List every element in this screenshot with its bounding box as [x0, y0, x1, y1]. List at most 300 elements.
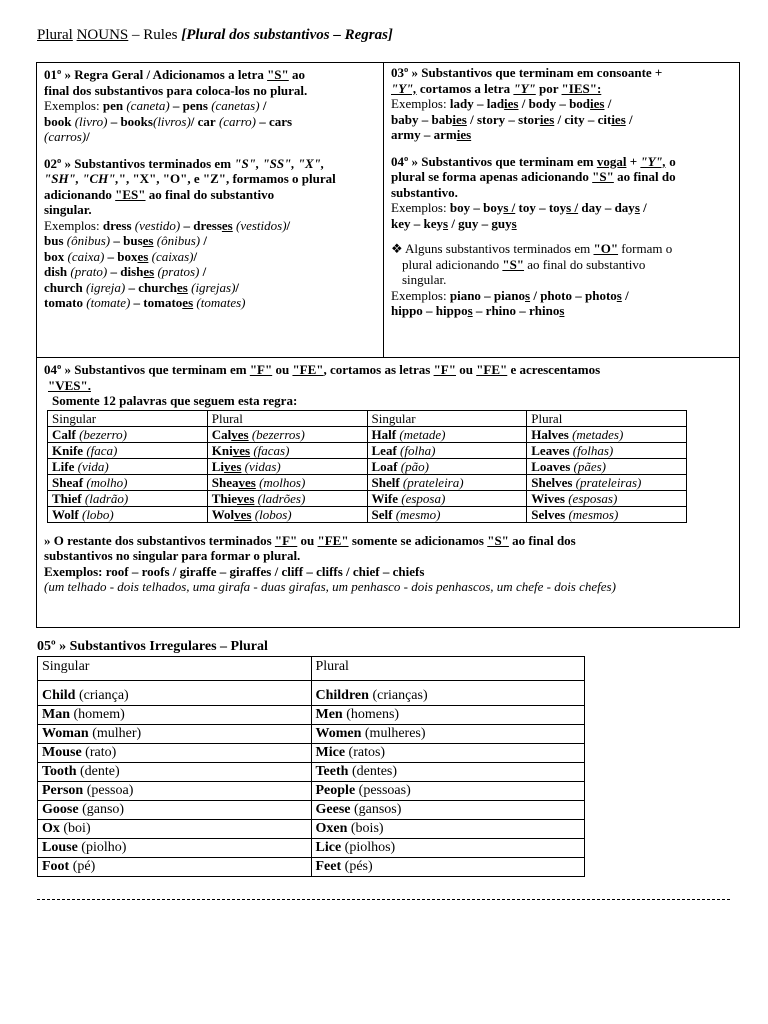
cell-translation: (molhos) [259, 474, 306, 490]
cell-translation: (gansos) [353, 802, 402, 817]
cell-translation: (pessoa) [86, 783, 134, 798]
cell-translation: (rato) [85, 745, 117, 760]
example-suffix: ies [590, 96, 605, 111]
cell-word: Louse [42, 840, 78, 855]
rule-4-text: o [669, 153, 676, 169]
example-word: / city – cit [557, 111, 612, 127]
rules-left-cell [44, 67, 377, 311]
cell-translation: (mulheres) [364, 726, 426, 741]
note-o [391, 241, 737, 319]
rule-2-endings: "S", "SS", "X", [234, 155, 325, 171]
cell-word: Feet [315, 859, 342, 874]
table-cell [311, 801, 585, 820]
table-cell [207, 426, 367, 442]
table-header: Singular [48, 410, 208, 426]
quote-s: "S" [487, 532, 509, 548]
title-word-rules: – Rules [132, 27, 178, 43]
cell-translation: (piolhos) [344, 840, 396, 855]
table-cell [38, 858, 312, 877]
note-text-2: formam o [621, 241, 673, 256]
rule-2-example-row [44, 249, 377, 265]
cell-translation: (metades) [572, 426, 624, 442]
cell-word: Wolf [52, 506, 79, 522]
cell-translation: (lobo) [81, 506, 114, 522]
example-translation: (carro) [218, 113, 257, 129]
example-word: – bus [113, 233, 143, 248]
example-translation: (caixa) [67, 248, 105, 264]
cell-word: Loaf [371, 458, 398, 474]
table-cell [527, 506, 687, 522]
cell-word: Knife [52, 442, 84, 458]
cell-word: Life [52, 458, 75, 474]
example-word: piano – piano [449, 287, 526, 303]
rule-3 [391, 65, 737, 143]
table-cell [367, 506, 527, 522]
table-cell [311, 763, 585, 782]
table-cell [311, 858, 585, 877]
separator: / [643, 200, 647, 215]
example-word: tomato [44, 295, 83, 310]
irregular-table [37, 656, 585, 877]
cell-translation: (metade) [399, 426, 446, 442]
cell-word: Sheaf [52, 474, 84, 490]
rest-text-3: ao final dos [512, 532, 576, 548]
or-word: ou [300, 532, 315, 548]
cell-word: Oxen [315, 821, 348, 836]
separator: / [629, 111, 633, 127]
table-row [38, 801, 585, 820]
cell-word: Person [42, 783, 84, 798]
rule-3-examples-2 [391, 112, 737, 128]
example-suffix: es [177, 279, 188, 295]
cell-word: Calf [52, 426, 76, 442]
cell-translation: (boi) [63, 821, 91, 836]
example-suffix: s [467, 303, 473, 318]
column-divider [383, 63, 384, 357]
rule-f-heading: 04º » Substantivos que terminam em [44, 362, 247, 377]
separator: / [262, 98, 267, 113]
rule-2-heading: 02º » Substantivos terminados em [44, 155, 232, 171]
cell-translation: (ladrão) [84, 490, 129, 506]
table-cell [311, 744, 585, 763]
cell-translation: (dentes) [351, 764, 398, 779]
separator: / [286, 217, 291, 233]
cell-word: Leaves [531, 442, 570, 458]
table-row [38, 763, 585, 782]
rule-2-text-3: singular. [44, 202, 92, 217]
quote-s: "S" [592, 169, 614, 184]
table-header-row [38, 657, 585, 681]
examples-label: Exemplos: [44, 98, 100, 113]
example-translation: (livros) [152, 113, 191, 129]
quote-s: "S" [502, 256, 525, 272]
cell-translation: (homem) [73, 707, 125, 722]
cell-translation: (folhas) [572, 442, 614, 458]
cell-suffix: ves [238, 474, 256, 490]
table-cell [311, 681, 585, 706]
example-suffix: ies [456, 127, 472, 142]
rules-right-cell [391, 65, 737, 319]
example-word: hippo – hippo [391, 303, 468, 318]
rule-2-example-row [44, 264, 377, 280]
table-cell [207, 474, 367, 490]
vogal-word: vogal [596, 153, 627, 169]
example-word: dress [102, 217, 132, 233]
page-title [37, 26, 393, 44]
table-cell [48, 458, 208, 474]
table-cell [311, 706, 585, 725]
example-word: boy – boy [449, 200, 504, 215]
table-cell [527, 442, 687, 458]
quote-f: "F" [433, 362, 456, 377]
example-translation: (caneta) [126, 98, 170, 113]
f-plural-table [47, 410, 687, 523]
example-word: – box [107, 248, 138, 264]
cell-word: Shea [211, 474, 239, 490]
table-cell [38, 801, 312, 820]
cell-word: Loaves [531, 458, 571, 474]
table-cell [207, 458, 367, 474]
example-word: – cars [259, 113, 293, 129]
rule-4 [391, 154, 737, 232]
table-row [38, 681, 585, 706]
separator: / [86, 129, 90, 144]
rule-1-heading: 01º » Regra Geral / Adicionamos a letra [44, 67, 264, 82]
table-header: Singular [367, 410, 527, 426]
cell-word: Shelf [371, 474, 400, 490]
quote-ves: "VES". [48, 377, 91, 393]
title-word-nouns: NOUNS [76, 27, 129, 43]
table-cell [48, 442, 208, 458]
row-divider [37, 357, 739, 358]
rule-f-text-2: e acrescentamos [510, 362, 601, 377]
table-row [38, 706, 585, 725]
example-translation: (canetas) [211, 98, 260, 113]
rule-4-text-3: ao final do [617, 169, 676, 184]
cell-word: Cal [211, 426, 232, 442]
example-word: toy – toy [518, 200, 567, 215]
example-word: – rhino – rhino [475, 303, 560, 318]
example-translation: (pratos) [157, 264, 200, 279]
example-suffix: s [634, 200, 640, 215]
quote-f: "F" [274, 532, 298, 548]
cell-translation: (pão) [400, 458, 429, 474]
rule-4-examples [391, 200, 737, 216]
table-cell [311, 782, 585, 801]
table-cell [367, 490, 527, 506]
cell-word: Teeth [315, 764, 349, 779]
table-cell [527, 474, 687, 490]
table-row [38, 820, 585, 839]
separator: / [235, 279, 240, 295]
example-word: – tomato [133, 295, 183, 310]
example-word: pen [102, 98, 124, 113]
table-cell [38, 744, 312, 763]
examples-label: Exemplos: [391, 287, 447, 303]
rule-4-text-2: plural se forma apenas adicionando [391, 169, 589, 184]
rule-2-text: adicionando [44, 186, 112, 202]
table-row [48, 426, 687, 442]
table-cell [48, 506, 208, 522]
cell-word: Selves [531, 506, 566, 522]
example-translation: (igrejas) [191, 279, 236, 295]
separator: / [203, 233, 207, 248]
separator: / [202, 264, 207, 279]
example-translation: (carros) [44, 129, 87, 144]
separator: / [193, 248, 198, 264]
rule-2-endings-2: "SH", "CH", [44, 171, 119, 186]
cell-suffix: ves [232, 442, 251, 458]
example-translation: (tomate) [86, 295, 131, 310]
quote-o: "O" [593, 241, 619, 256]
quote-ies: "IES": [561, 80, 602, 96]
rest-translations: (um telhado - dois telhados, uma girafa - duas girafas, um penhasco - dois penhascos, um chefe - dois chefes) [44, 579, 616, 594]
note-text-4: ao final do substantivo [527, 256, 646, 272]
example-word: dish [44, 264, 68, 279]
rest-text: » O restante dos substantivos terminados [44, 532, 272, 548]
table-header: Plural [207, 410, 367, 426]
example-word: – pens [172, 98, 208, 113]
rule-2-example-row [44, 295, 377, 311]
plus-sign: + [629, 153, 638, 169]
example-suffix: es [143, 264, 155, 279]
example-suffix: es [221, 217, 233, 233]
table-cell [527, 426, 687, 442]
cell-translation: (dente) [80, 764, 120, 779]
rule-3-examples [391, 96, 737, 112]
table-cell [38, 681, 312, 706]
table-row [48, 490, 687, 506]
example-word: army – arm [391, 127, 457, 142]
cell-word: Wives [531, 490, 565, 506]
cell-translation: (faca) [86, 442, 118, 458]
table-cell [38, 820, 312, 839]
cell-word: Children [315, 688, 369, 703]
cell-translation: (folha) [400, 442, 436, 458]
table-cell [367, 442, 527, 458]
cell-word: Wife [371, 490, 398, 506]
table-row [48, 474, 687, 490]
rule-4-examples-2 [391, 216, 737, 232]
example-suffix: s [559, 303, 565, 318]
table-cell [38, 839, 312, 858]
dashed-divider [37, 899, 730, 900]
rule-f-subheading: Somente 12 palavras que seguem esta regra: [52, 393, 298, 408]
cell-translation: (ganso) [82, 802, 125, 817]
cell-translation: (prateleiras) [575, 474, 642, 490]
cell-word: Leaf [371, 442, 397, 458]
table-header: Singular [38, 657, 312, 681]
table-row [38, 725, 585, 744]
example-word: day – day [581, 200, 635, 215]
example-word: book [44, 113, 72, 129]
cell-translation: (esposa) [401, 490, 446, 506]
table-row [38, 782, 585, 801]
cell-word: Child [42, 688, 76, 703]
table-row [48, 458, 687, 474]
or-word: ou [459, 362, 473, 377]
example-translation: (vestido) [134, 217, 181, 233]
cell-suffix: ves [224, 458, 242, 474]
table-header: Plural [527, 410, 687, 426]
quote-f: "F" [249, 362, 273, 377]
rule-f-text: , cortamos as letras [323, 362, 431, 377]
quote-fe: "FE" [292, 362, 324, 377]
table-row [38, 858, 585, 877]
cell-translation: (pé) [72, 859, 96, 874]
cell-word: Ox [42, 821, 60, 836]
rule-2-endings-3: ", "X", "O", e "Z", formamos o plural [118, 171, 336, 186]
cell-word: Geese [315, 802, 351, 817]
example-suffix: es [142, 233, 154, 248]
example-suffix: s [525, 287, 531, 303]
rest-text-4: substantivos no singular para formar o plural. [44, 548, 301, 563]
table-cell [207, 442, 367, 458]
cell-translation: (bezerros) [251, 426, 305, 442]
cell-word: People [315, 783, 356, 798]
examples-label: Exemplos: [391, 96, 447, 111]
note-examples [391, 288, 737, 304]
cell-translation: (piolho) [81, 840, 127, 855]
quote-fe: "FE" [476, 362, 508, 377]
irregular-heading: 05º » Substantivos Irregulares – Plural [37, 639, 268, 654]
example-suffix: s [443, 215, 449, 231]
or-word: ou [275, 362, 290, 377]
cell-translation: (criança) [78, 688, 129, 703]
table-cell [367, 458, 527, 474]
example-word: box [44, 248, 65, 264]
rules-box [36, 62, 740, 628]
table-cell [311, 725, 585, 744]
cell-word: Self [371, 506, 393, 522]
example-suffix: s [511, 215, 517, 231]
example-suffix: s [616, 287, 622, 303]
table-cell [207, 506, 367, 522]
cell-translation: (pães) [573, 458, 606, 474]
example-suffix: ies [611, 111, 626, 127]
example-word: – dish [110, 264, 144, 279]
example-word: church [44, 279, 83, 295]
cell-word: Women [315, 726, 362, 741]
cell-translation: (vidas) [244, 458, 281, 474]
cell-word: Halves [531, 426, 569, 442]
cell-translation: (ratos) [348, 745, 386, 760]
cell-word: Lice [315, 840, 342, 855]
rule-4-heading: 04º » Substantivos que terminam em [391, 153, 594, 169]
rule-1-examples-3 [44, 129, 377, 145]
example-suffix: ies [504, 96, 519, 111]
rule-1 [44, 67, 377, 145]
cell-word: Mice [315, 745, 346, 760]
rule-3-examples-3 [391, 127, 737, 143]
example-suffix: es [182, 295, 194, 310]
rule-3-heading: 03º » Substantivos que terminam em consoante + [391, 65, 663, 80]
examples-label: Exemplos: [44, 217, 100, 233]
cell-translation: (molho) [86, 474, 128, 490]
quote-y: "Y", [391, 80, 417, 96]
cell-word: Foot [42, 859, 70, 874]
examples-label: Exemplos: [391, 200, 447, 215]
cell-word: Thie [211, 490, 238, 506]
example-translation: (ônibus) [66, 233, 111, 248]
example-suffix: ies [539, 111, 555, 127]
cell-translation: (bois) [350, 821, 384, 836]
table-cell [38, 725, 312, 744]
table-cell [48, 426, 208, 442]
cell-word: Kni [211, 442, 233, 458]
cell-translation: (crianças) [372, 688, 428, 703]
example-word: bus [44, 233, 64, 248]
table-cell [207, 490, 367, 506]
title-word-plural: Plural [37, 27, 73, 43]
title-subtitle: [Plural dos substantivos – Regras] [181, 27, 393, 43]
example-word: / guy – guy [451, 215, 512, 231]
example-word: – church [128, 279, 178, 295]
rule-3-text: cortamos a letra [419, 80, 511, 96]
cell-translation: (pés) [344, 859, 373, 874]
table-header-row [48, 410, 687, 426]
rule-1-heading-end: ao [292, 67, 306, 82]
example-translation: (caixas) [151, 248, 194, 264]
rule-2-text-2: ao final do substantivo [148, 186, 275, 202]
cell-translation: (facas) [253, 442, 290, 458]
note-text-3: plural adicionando [402, 256, 500, 272]
example-word: baby – bab [391, 111, 453, 127]
table-cell [38, 782, 312, 801]
table-header: Plural [311, 657, 585, 681]
table-cell [311, 839, 585, 858]
rule-f-fe [44, 362, 734, 595]
example-word: – books [110, 113, 153, 129]
quote-y: "Y", [640, 153, 666, 169]
table-cell [48, 474, 208, 490]
cell-translation: (esposas) [568, 490, 618, 506]
example-translation: (ônibus) [156, 233, 201, 248]
quote-y: "Y" [513, 80, 536, 96]
example-translation: (tomates) [196, 295, 246, 310]
cell-translation: (bezerro) [79, 426, 127, 442]
table-cell [527, 490, 687, 506]
note-text: Alguns substantivos terminados em [405, 241, 591, 256]
table-cell [527, 458, 687, 474]
cell-word: Shelves [531, 474, 573, 490]
rule-4-text-4: substantivo. [391, 184, 458, 200]
example-suffix: es [137, 248, 149, 264]
note-examples-2 [391, 303, 737, 319]
cell-word: Man [42, 707, 70, 722]
example-translation: (livro) [74, 113, 108, 129]
example-word: – dress [183, 217, 222, 233]
rest-text-2: somente se adicionamos [351, 532, 484, 548]
cell-translation: (mesmo) [395, 506, 441, 522]
rule-3-text-2: por [539, 80, 559, 96]
rule-2 [44, 156, 377, 311]
example-word: / photo – photo [533, 287, 617, 303]
cell-word: Li [211, 458, 225, 474]
example-suffix: s / [503, 200, 516, 215]
rule-2-example-row [44, 218, 377, 234]
example-translation: (prato) [70, 264, 108, 279]
table-row [48, 442, 687, 458]
example-word: lady – lad [449, 96, 505, 111]
cell-suffix: ves [234, 506, 252, 522]
cell-translation: (lobos) [254, 506, 292, 522]
table-cell [38, 763, 312, 782]
example-word: / story – stor [470, 111, 540, 127]
table-cell [367, 426, 527, 442]
example-word: / car [190, 113, 216, 129]
cell-word: Woman [42, 726, 89, 741]
